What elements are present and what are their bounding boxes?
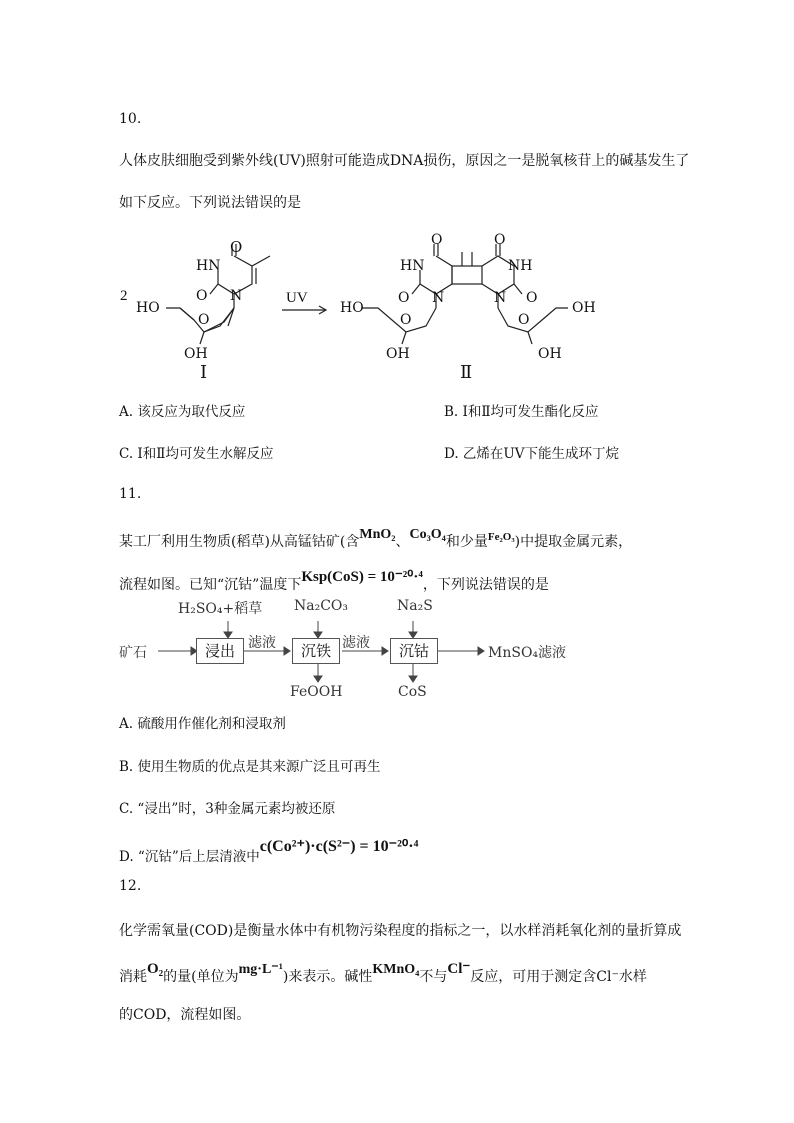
flow-start-ore: 矿石 xyxy=(119,645,147,661)
q11-stem-p5: ，下列说法错误的是 xyxy=(422,577,549,593)
q11-stem-p4: 流程如图。已知“沉钴”温度下 xyxy=(119,577,302,593)
atom-oh-left-II: OH xyxy=(386,346,410,362)
q12-l2-p5: 反应，可用于测定含Cl⁻水样 xyxy=(470,969,647,985)
formula-o2: O₂ xyxy=(147,961,164,977)
q11-stem-line1 xyxy=(119,527,633,551)
q10-option-d: D. 乙烯在UV下能生成环丁烷 xyxy=(444,446,620,462)
q11-option-a: A. 硫酸用作催化剂和浸取剂 xyxy=(119,716,286,732)
q11-option-c: C. “浸出”时，3种金属元素均被还原 xyxy=(119,801,336,817)
flow-reagent-h2so4: H₂SO₄+稻草 xyxy=(178,601,263,617)
formula-ion-product: c(Co²⁺)·c(S²⁻) = 10⁻²⁰·⁴ xyxy=(259,838,419,855)
flow-end-mnso4: MnSO₄滤液 xyxy=(488,645,567,661)
q12-number: 12. xyxy=(119,878,142,894)
atom-ho-I: HO xyxy=(136,300,160,316)
atom-n-I: N xyxy=(230,288,243,304)
q11-sep1: 、 xyxy=(395,534,410,550)
atom-o-top-left-II: O xyxy=(431,232,443,248)
q12-l2-p2: 的量(单位为 xyxy=(163,969,239,985)
q10-option-c: C. Ⅰ和Ⅱ均可发生水解反应 xyxy=(119,446,274,462)
label-II: Ⅱ xyxy=(460,362,473,383)
flow-filtrate-1: 滤液 xyxy=(248,635,276,651)
q12-line2 xyxy=(119,961,647,986)
atom-hn-I: HN xyxy=(196,258,221,274)
formula-co3o4: Co₃O₄ xyxy=(409,527,446,542)
q11-option-d-text: D. “沉钴”后上层清液中 xyxy=(119,849,260,865)
q10-stem-line1: 人体皮肤细胞受到紫外线(UV)照射可能造成DNA损伤，原因之一是脱氧核苷上的碱基发生了 xyxy=(119,153,690,169)
flow-filtrate-2: 滤液 xyxy=(342,635,370,651)
atom-n-right-II: N xyxy=(494,290,507,306)
q11-stem-p2: 和少量 xyxy=(445,534,488,550)
q11-option-b: B. 使用生物质的优点是其来源广泛且可再生 xyxy=(119,759,381,775)
atom-o-ring-right-II: O xyxy=(518,312,530,328)
atom-o-left-II: O xyxy=(398,290,410,306)
q12-line3: 的COD，流程如图。 xyxy=(119,1007,251,1023)
atom-o-right-II: O xyxy=(526,290,538,306)
q11-stem-p3: )中提取金属元素， xyxy=(514,534,633,550)
atom-oh-I: OH xyxy=(184,346,208,362)
atom-o-top-right-II: O xyxy=(494,232,506,248)
q10-stem-line2: 如下反应。下列说法错误的是 xyxy=(119,195,301,211)
arrow-label-uv: UV xyxy=(286,290,308,306)
flow-box-cobalt-precipitation: 沉钴 xyxy=(390,638,438,664)
atom-o-ring-left-II: O xyxy=(400,312,412,328)
flow-box-leaching: 浸出 xyxy=(196,638,244,664)
formula-cl-ion: Cl⁻ xyxy=(447,961,471,977)
q11-option-d xyxy=(119,838,419,866)
atom-nh-II: NH xyxy=(508,258,533,274)
atom-o-ring-I: O xyxy=(198,312,210,328)
atom-o-top-I: O xyxy=(230,238,243,256)
q12-line1: 化学需氧量(COD)是衡量水体中有机物污染程度的指标之一，以水样消耗氧化剂的量折算成 xyxy=(119,923,682,939)
q10-option-b: B. Ⅰ和Ⅱ均可发生酯化反应 xyxy=(444,404,599,420)
label-I: Ⅰ xyxy=(200,362,208,383)
q10-option-a: A. 该反应为取代反应 xyxy=(119,404,246,420)
flow-reagent-na2co3: Na₂CO₃ xyxy=(294,598,349,614)
q12-l2-p4: 不与 xyxy=(419,969,448,985)
reaction-coefficient: 2 xyxy=(120,288,128,304)
q11-number: 11. xyxy=(119,486,142,502)
atom-ho-II: HO xyxy=(340,300,364,316)
formula-kmno4: KMnO₄ xyxy=(372,962,420,977)
flow-reagent-na2s: Na₂S xyxy=(397,598,433,614)
q12-l2-p1: 消耗 xyxy=(119,969,147,985)
q12-l2-p3: )来表示。碱性 xyxy=(282,969,373,985)
atom-n-left-II: N xyxy=(432,290,445,306)
formula-fe2o3: Fe₂O₃ xyxy=(487,531,515,543)
formula-unit: mg·L⁻¹ xyxy=(238,962,283,977)
q11-stem-line2 xyxy=(119,569,549,594)
formula-mno2: MnO₂ xyxy=(359,527,396,542)
q10-number: 10. xyxy=(119,111,142,127)
atom-oh-right-II: OH xyxy=(572,300,596,316)
flow-product-cos: CoS xyxy=(398,684,427,700)
atom-oh-bottom-right-II: OH xyxy=(538,346,562,362)
flow-product-feooh: FeOOH xyxy=(290,684,343,700)
q11-stem-p1: 某工厂利用生物质(稻草)从高锰钴矿(含 xyxy=(119,534,360,550)
atom-o-left-I: O xyxy=(196,288,208,304)
flow-box-iron-precipitation: 沉铁 xyxy=(292,638,340,664)
atom-hn-II: HN xyxy=(400,258,425,274)
formula-ksp: Ksp(CoS) = 10⁻²⁰·⁴ xyxy=(301,569,423,585)
